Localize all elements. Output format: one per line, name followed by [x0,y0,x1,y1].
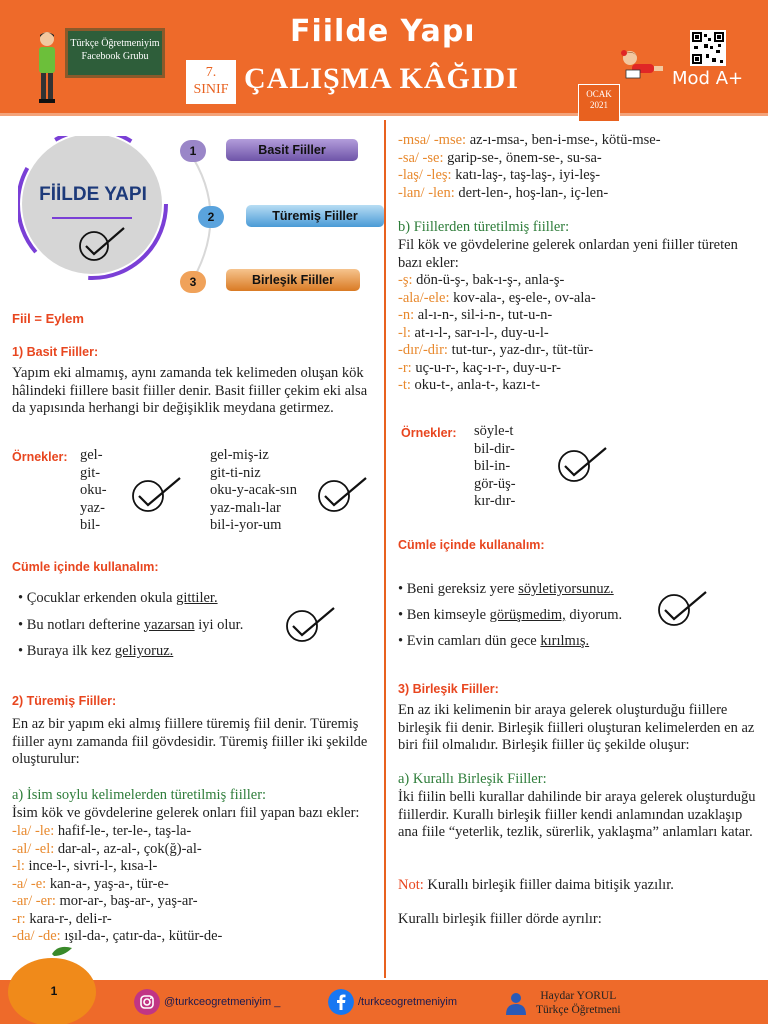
grade-word: SINIF [193,82,229,97]
sentence-item: • Çocuklar erkenden okula gittiler. [18,585,243,612]
example-item: git-ti-niz [210,464,261,481]
ornekler-label-left: Örnekler: [12,450,68,464]
suffix-row: -a/ -e: kan-a-, yaş-a-, tür-e- [12,875,169,892]
isim-heading: a) İsim soylu kelimelerden türetilmiş fiiller: [12,787,267,803]
example-item: oku- [80,482,107,498]
checkmark-icon [316,474,368,514]
example-item: yaz- [80,499,105,516]
examples-right-list [474,423,516,511]
suffix-row: -laş/ -leş: katı-laş-, taş-laş-, iyi-leş- [398,167,601,183]
suffix-row: -la/ -le: hafif-le-, ter-le-, taş-la- [12,823,192,839]
ornekler-label-right: Örnekler: [401,426,457,440]
sentence-item: • Beni gereksiz yere söyletiyorsunuz. [398,576,622,602]
teacher-illustration [34,30,60,105]
diagram-item-basit: Basit Fiiller [226,139,358,161]
isim-text: İsim kök ve gövdelerine gelerek onları fiil yapan bazı ekler: [12,805,360,821]
suffix-row: -r: kara-r-, deli-r- [12,910,112,927]
checkmark-icon [130,474,182,514]
instagram-icon [134,989,160,1015]
suffix-row: -r: uç-u-r-, kaç-ı-r-, duy-u-r- [398,359,561,376]
suffix-row: -lan/ -len: dert-len-, hoş-lan-, iç-len- [398,184,609,201]
mod-label: Mod A+ [672,68,744,89]
group-line-1: Türkçe Öğretmeniyim [70,38,160,49]
suffix-row: -n: al-ı-n-, sil-i-n-, tut-u-n- [398,307,553,323]
group-line-2: Facebook Grubu [81,51,149,62]
fiil-heading: b) Fiillerden türetilmiş fiiller: [398,219,570,235]
example-item: bil-dir- [474,440,515,457]
checkmark-icon [76,222,126,262]
facebook-handle: /turkceogretmeniyim [358,996,458,1008]
sentence-item: • Ben kimseyle görüşmedim, diyorum. [398,602,622,628]
cumle-heading-left: Cümle içinde kullanalım: [12,560,159,574]
facebook-link[interactable] [328,989,457,1015]
example-item: kır-dır- [474,493,516,509]
example-item: oku-y-acak-sın [210,482,297,498]
suffix-row: -ala/-ele: kov-ala-, eş-ele-, ov-ala- [398,289,596,306]
worksheet-title: ÇALIŞMA KÂĞIDI [244,62,519,95]
instagram-handle: @turkceogretmeniyim _ [164,996,281,1008]
grade-box [186,60,236,104]
example-item: bil- [80,517,101,533]
sentence-item: • Bu notları defterine yazarsan iyi olur. [18,612,243,639]
kurali-text: İki fiilin belli kurallar dahilinde bir araya gelerek oluşturduğu fiillerdir. Kurallı birleşik fiiller kendi anlamından uzaklaşıp ana fiile “yeterlik, tezlik, sürerlik, yaklaşma” anlamları katar. [398,789,756,840]
dorde-text: Kurallı birleşik fiiller dörde ayrılır: [398,911,602,927]
sentence-item: • Evin camları dün gece kırılmış. [398,628,622,654]
suffix-row: -da/ -de: ışıl-da-, çatır-da-, kütür-de- [12,928,223,944]
user-icon [504,991,528,1015]
author-block [504,989,621,1017]
example-item: bil-in- [474,458,511,474]
checkmark-icon [556,444,608,484]
column-divider [384,120,386,978]
suffix-row: -sa/ -se: garip-se-, önem-se-, su-sa- [398,149,602,166]
qr-code-icon[interactable] [690,30,726,66]
grade-number: 7. [205,65,217,80]
birlesik-text: En az iki kelimenin bir araya gelerek oluşturduğu fiillere birleşik fii denir. Birleşik fiilleri oluşturan kelimelerden en az biri fiil olmalıdır. Birleşik fiiller üç şekilde oluşur: [398,702,755,753]
diagram-number-1: 1 [180,140,206,162]
diagram-number-2: 2 [198,206,224,228]
example-item: gel-miş-iz [210,447,269,463]
basit-heading: 1) Basit Fiiller: [12,345,99,359]
example-item: yaz-malı-lar [210,499,281,516]
examples-a-list [80,447,107,535]
example-item: gör-üş- [474,475,516,492]
diagram-item-turemis: Türemiş Fiiller [246,205,384,227]
facebook-group-board [65,28,165,78]
suffix-list-right-1 [398,132,661,202]
author-name: Haydar YORUL [540,990,617,1002]
basit-text: Yapım eki almamış, aynı zamanda tek kelimeden oluşan kök hâlindeki fiillere basit fiiller denir. Basit fiiller çekim eki alsa da yapısında herhangi bir değişiklik meydana getirmez. [12,365,368,416]
instagram-link[interactable] [134,989,280,1015]
date-box [578,84,620,122]
header-divider [0,113,768,116]
diagram-number-3: 3 [180,271,206,293]
suffix-row: -l: at-ı-l-, sar-ı-l-, duy-u-l- [398,324,549,341]
turemis-text: En az bir yapım eki almış fiillere türemiş fiil denir. Türemiş fiiller aynı zamanda fiil gövdesidir. Türemiş fiiller iki şekilde oluşturulur: [12,716,368,767]
date-month: OCAK [586,89,612,99]
checkmark-icon [656,588,708,628]
example-item: git- [80,464,101,481]
suffix-row: -dır/-dir: tut-tur-, yaz-dır-, tüt-tür- [398,342,594,358]
date-year: 2021 [590,100,608,110]
not-line: Not: Kurallı birleşik fiiller daima bitişik yazılır. [398,877,674,893]
sentences-right [398,576,622,654]
suffix-list-right-2 [398,272,596,395]
diagram-circle-title: FİİLDE YAPI [39,184,147,205]
example-item: bil-i-yor-um [210,517,282,533]
suffix-row: -msa/ -mse: az-ı-msa-, ben-i-mse-, kötü-mse- [398,132,661,148]
checkmark-icon [284,604,336,644]
page-number: 1 [50,984,58,998]
example-item: gel- [80,447,103,463]
suffix-row: -l: ince-l-, sivri-l-, kısa-l- [12,858,158,874]
author-role: Türkçe Öğretmeni [536,1004,621,1016]
reading-girl-illustration [618,48,664,82]
page-title: Fiilde Yapı [290,14,476,49]
suffix-row: -al/ -el: dar-al-, az-al-, çok(ğ)-al- [12,840,202,857]
suffix-row: -t: oku-t-, anla-t-, kazı-t- [398,377,541,393]
cumle-heading-right: Cümle içinde kullanalım: [398,538,545,552]
fiil-text: Fil kök ve gövdelerine gelerek onlardan yeni fiiller türeten bazı ekler: [398,237,738,271]
suffix-list-left [12,823,222,946]
fiil-eylem-label: Fiil = Eylem [12,311,84,326]
kurali-heading: a) Kurallı Birleşik Fiiller: [398,771,547,787]
suffix-row: -ş: dön-ü-ş-, bak-ı-ş-, anla-ş- [398,272,565,288]
examples-b-list [210,447,297,535]
turemis-heading: 2) Türemiş Fiiller: [12,694,117,708]
example-item: söyle-t [474,423,514,439]
suffix-row: -ar/ -er: mor-ar-, baş-ar-, yaş-ar- [12,893,198,909]
sentence-item: • Buraya ilk kez geliyoruz. [18,638,243,665]
birlesik-heading: 3) Birleşik Fiiller: [398,682,499,696]
sentences-left [18,585,243,665]
diagram-item-birlesik: Birleşik Fiiller [226,269,360,291]
facebook-icon [328,989,354,1015]
